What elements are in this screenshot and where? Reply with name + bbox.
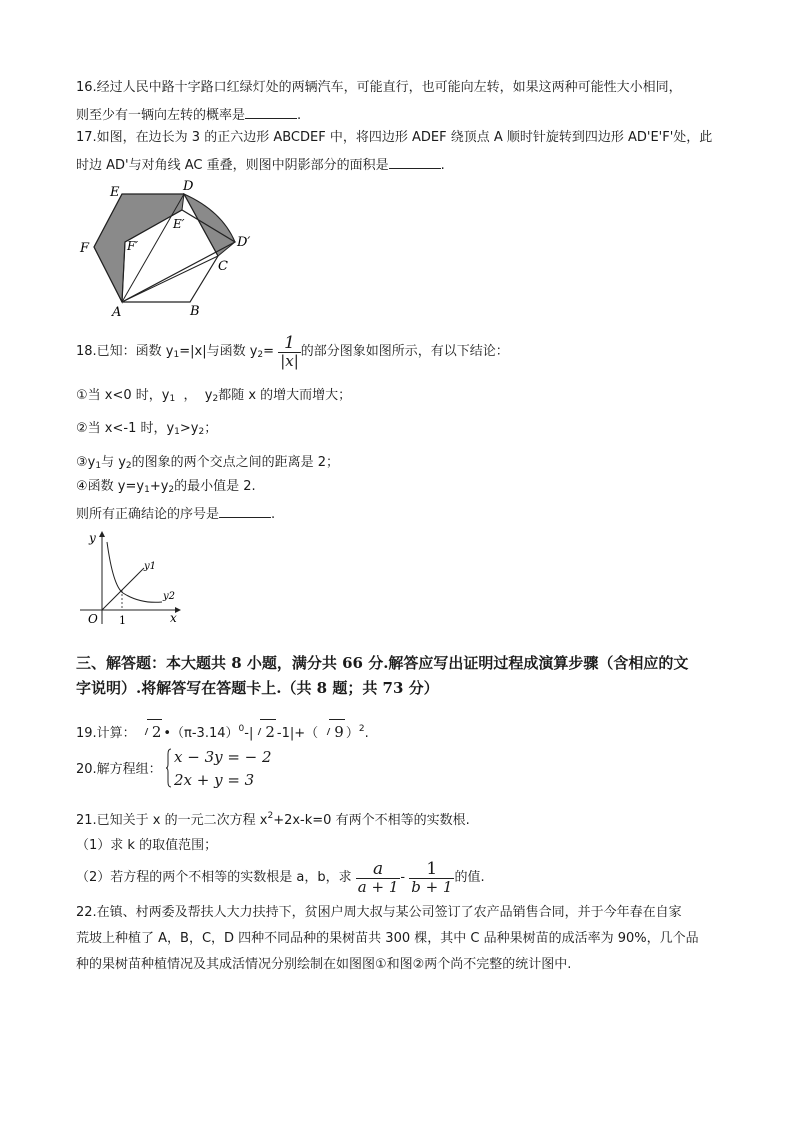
q18-y1-line	[102, 568, 144, 610]
q18-c3-s1: 1	[95, 461, 102, 471]
q18-c1-s1: 1	[169, 394, 176, 404]
q19-f: .	[364, 726, 369, 741]
q18-intro-d: 的部分图象如图所示，有以下结论：	[300, 344, 509, 359]
q18-c4-b: +y	[149, 479, 169, 494]
q18-c2-s2: 2	[198, 427, 205, 437]
q20-equation-2: 2x + y = 3	[174, 771, 255, 789]
q19-e: ）	[345, 726, 359, 741]
q19-sqrt-2	[255, 719, 275, 745]
q17-text: 时边 AD'与对角线 AC 重叠，则图中阴影部分的面积是	[76, 158, 389, 173]
q21-f1-num: a	[372, 858, 384, 879]
q18-frac-num: 1	[284, 332, 295, 353]
q18-conclusion-3	[76, 453, 339, 476]
q19-p0: 0	[238, 724, 245, 734]
q19-c: -|	[244, 726, 254, 741]
q18-c4-s1: 1	[144, 485, 150, 495]
q18-function-graph	[80, 528, 190, 628]
q18-c2-s1: 1	[174, 427, 180, 437]
q16-line1: 16.经过人民中路十字路口红绿灯处的两辆汽车，可能直行，也可能向左转，如果这两种可能性大小相同，	[76, 80, 682, 95]
q18-c1-c: 都随 x 的增大而增大；	[218, 388, 352, 403]
q19-d: -1|+（	[276, 726, 319, 741]
q17-label-e-prime: E′	[173, 217, 185, 231]
q21-line1-a: 21.已知关于 x 的一元二次方程 x	[76, 813, 268, 828]
q18-c1-s2: 2	[212, 394, 219, 404]
q17-line1: 17.如图，在边长为 3 的正六边形 ABCDEF 中，将四边形 ADEF 绕顶点 A 顺时针旋转到四边形 AD'E'F'处，此	[76, 130, 713, 145]
q18-c4-a: ④函数 y=y	[76, 479, 145, 494]
q21-line1-sup: 2	[267, 811, 274, 821]
q18-conclusion-4	[76, 477, 256, 500]
q19-r2: 2	[265, 723, 275, 741]
q18-c3-c: 的图象的两个交点之间的距离是 2；	[131, 455, 340, 470]
q17-end: .	[440, 158, 445, 173]
q18-c3-s2: 2	[125, 461, 132, 471]
q18-ask	[76, 503, 275, 525]
q18-sub2: 2	[257, 350, 264, 360]
q18-intro	[76, 332, 509, 375]
q19-b: •（π-3.14）	[163, 726, 239, 741]
q20-label: 20.解方程组：	[76, 762, 162, 777]
q21-minus: -	[400, 870, 406, 885]
q18-c1-b: ， y	[175, 388, 213, 403]
q18-label-one: 1	[119, 614, 126, 627]
q22-line1: 22.在镇、村两委及帮扶人大力扶持下，贫困户周大叔与某公司签订了农产品销售合同，并于今年春在自家	[76, 905, 682, 920]
q17-answer-blank	[389, 154, 441, 169]
q19-p2: 2	[358, 724, 365, 734]
q18-intro-c: =	[263, 344, 275, 359]
q18-y2-curve	[107, 542, 162, 602]
q21-fraction-1	[356, 860, 401, 896]
q21-part2-b: 的值.	[454, 870, 485, 885]
q21-part1: （1）求 k 的取值范围；	[76, 838, 218, 853]
q18-conclusion-1	[76, 386, 351, 409]
q22-line2: 荒坡上种植了 A，B，C，D 四种不同品种的果树苗共 300 棵，其中 C 品种果树苗的成活率为 90%，几个品	[76, 931, 699, 946]
q16-line2	[76, 104, 301, 126]
q18-c1-a: ①当 x<0 时，y	[76, 388, 170, 403]
q20-system-brace	[166, 748, 172, 788]
q21-line1	[76, 806, 470, 831]
q17-shaded-region	[94, 194, 184, 302]
q21-part2	[76, 858, 485, 898]
q17-label-d: D	[183, 179, 194, 194]
q16-text: 则至少有一辆向左转的概率是	[76, 108, 246, 123]
q19-a: 19.计算：	[76, 726, 136, 741]
q18-intro-b: =|x|与函数 y	[179, 344, 258, 359]
q17-hexagon-figure	[72, 178, 272, 320]
q19-line	[76, 716, 369, 747]
q18-c4-c: 的最小值是 2.	[174, 479, 256, 494]
q17-label-b: B	[190, 304, 200, 319]
q21-f1-den: a + 1	[357, 877, 399, 896]
q22-line3: 种的果树苗种植情况及其成活情况分别绘制在如图图①和图②两个尚不完整的统计图中.	[76, 957, 572, 972]
q18-c2-b: >y	[179, 421, 199, 436]
q19-r3: 9	[334, 723, 344, 741]
q17-label-f: F	[80, 241, 90, 256]
q18-c3-a: ③y	[76, 455, 96, 470]
section3-heading-line2: 字说明）.将解答写在答题卡上.（共 8 题；共 73 分）	[76, 679, 439, 697]
q17-line2	[76, 154, 445, 176]
q17-label-f-prime: F′	[127, 239, 139, 253]
q16-answer-blank	[245, 104, 297, 119]
q18-c4-s2: 2	[168, 485, 175, 495]
q17-label-d-prime: D′	[237, 235, 251, 250]
q16-end: .	[297, 108, 302, 123]
q18-intro-a: 18.已知：函数 y	[76, 344, 174, 359]
q18-c2-c: ；	[204, 421, 218, 436]
q18-frac-den: |x|	[280, 351, 299, 370]
q18-sub1: 1	[173, 350, 180, 360]
q21-fraction-2	[409, 860, 454, 896]
q18-label-y2: y2	[163, 591, 176, 602]
q17-label-a: A	[112, 305, 122, 320]
q19-r1: 2	[151, 723, 162, 741]
q21-f2-num: 1	[426, 858, 438, 879]
q18-c3-b: 与 y	[101, 455, 126, 470]
q17-label-e: E	[110, 185, 120, 200]
q19-sqrt-1	[142, 719, 162, 745]
q18-ask-text: 则所有正确结论的序号是	[76, 507, 220, 522]
q20-equation-1: x − 3y = − 2	[174, 748, 272, 766]
q21-part2-a: （2）若方程的两个不相等的实数根是 a，b，求	[76, 870, 352, 885]
q18-fraction	[278, 334, 301, 370]
q18-answer-blank	[219, 503, 271, 518]
q17-label-c: C	[218, 259, 228, 274]
q18-c2-a: ②当 x<-1 时，y	[76, 421, 175, 436]
q18-label-y: y	[89, 531, 96, 545]
q21-line1-b: +2x-k=0 有两个不相等的实数根.	[273, 813, 470, 828]
q18-label-origin: O	[88, 612, 98, 626]
q18-label-y1: y1	[144, 561, 157, 572]
q18-conclusion-2	[76, 419, 217, 442]
q21-f2-den: b + 1	[411, 877, 453, 896]
q18-label-x: x	[170, 611, 177, 625]
q18-end: .	[271, 507, 276, 522]
q19-sqrt-3	[324, 719, 344, 745]
section3-heading-line1: 三、解答题：本大题共 8 小题，满分共 66 分.解答应写出证明过程成演算步骤（含相应的文	[76, 654, 689, 672]
